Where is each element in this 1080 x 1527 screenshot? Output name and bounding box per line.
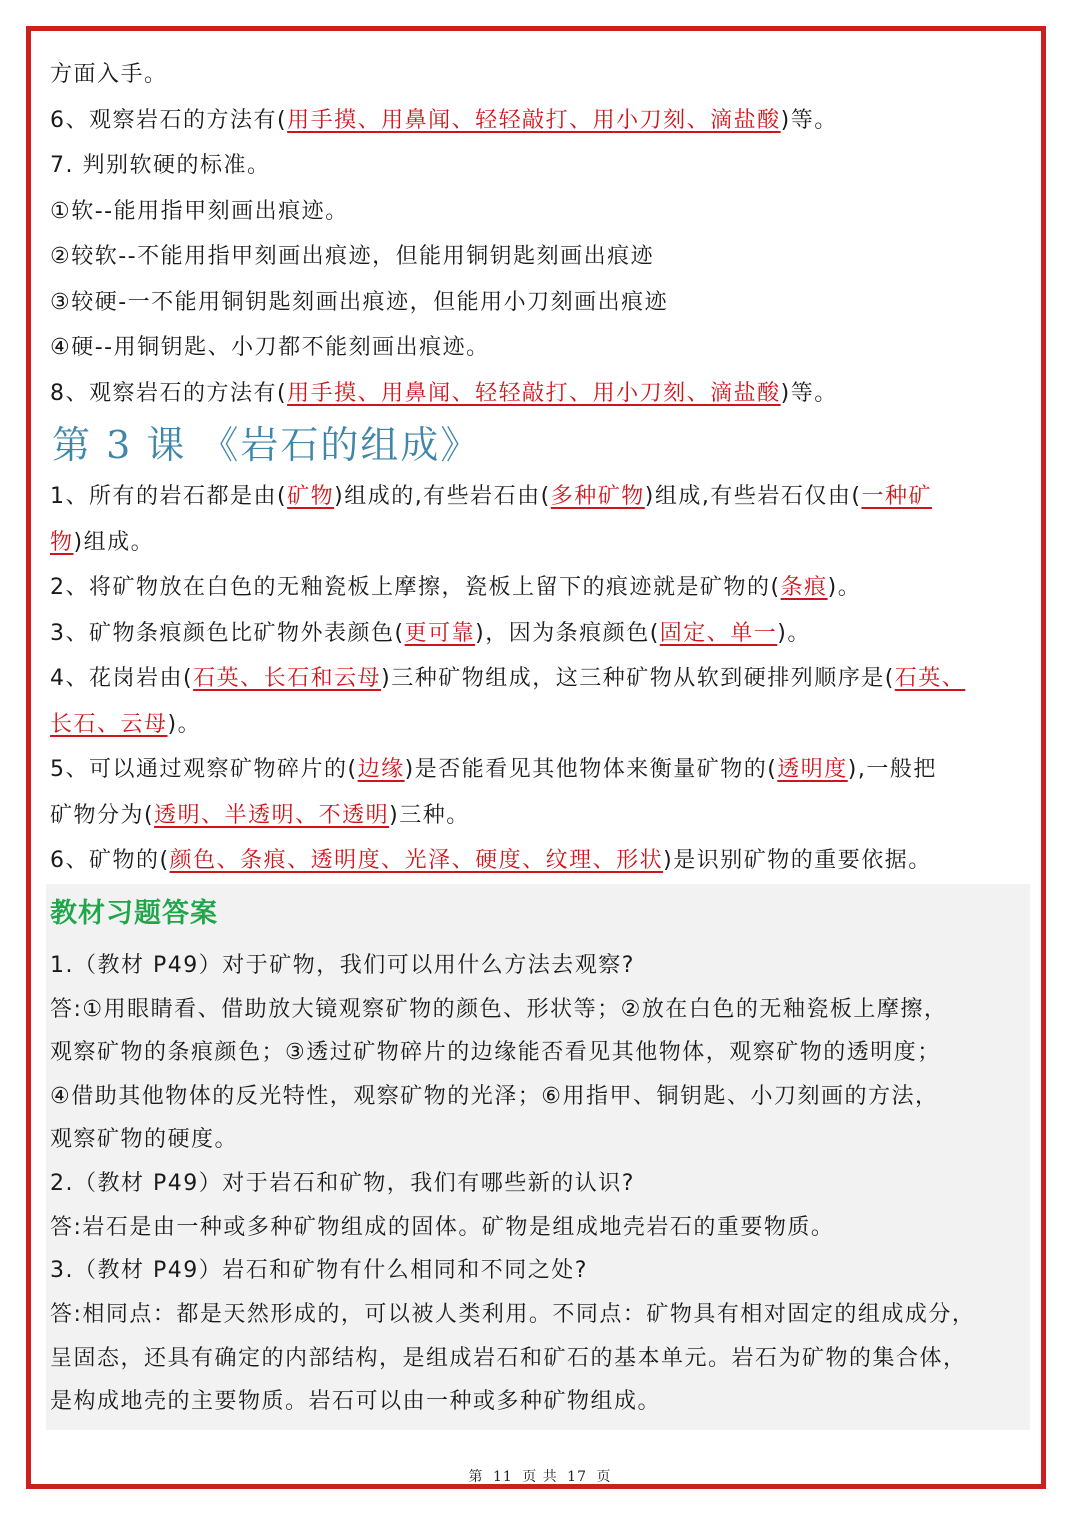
answer-blank: 石英、长石和云母 <box>193 666 382 691</box>
exercise-question-1: 1.（教材 P49）对于矿物，我们可以用什么方法去观察? <box>50 952 635 978</box>
exercise-answer-2-line: 答:岩石是由一种或多种矿物组成的固体。矿物是组成地壳岩石的重要物质。 <box>50 1214 835 1240</box>
lesson-title: 第 3 课 《岩石的组成》 <box>52 423 481 467</box>
answer-blank: 颜色、条痕、透明度、光泽、硬度、纹理、形状 <box>169 848 664 873</box>
exercise-answers-box <box>46 884 1030 1430</box>
exercise-section-title: 教材习题答案 <box>50 897 218 929</box>
exercise-answer-3-line: 呈固态，还具有确定的内部结构，是组成岩石和矿石的基本单元。岩石为矿物的集合体， <box>50 1345 967 1371</box>
answer-blank: 条痕 <box>780 575 828 600</box>
hardness-hard: ④硬--用铜钥匙、小刀都不能刻画出痕迹。 <box>50 335 490 360</box>
exercise-answer-1-line: 观察矿物的硬度。 <box>50 1127 239 1152</box>
answer-blank: 矿物 <box>287 484 335 509</box>
lesson-item-1: 1、所有的岩石都是由(矿物)组成的,有些岩石由(多种矿物)组成,有些岩石仅由(一种矿 <box>50 484 932 509</box>
answer-blank: 用手摸、用鼻闻、轻轻敲打、用小刀刻、滴盐酸 <box>287 380 781 406</box>
hardness-fairly-hard: ③较硬-一不能用铜钥匙刻画出痕迹，但能用小刀刻画出痕迹 <box>50 289 669 315</box>
answer-blank: 更可靠 <box>404 620 476 646</box>
answer-blank: 长石、云母 <box>50 711 168 737</box>
intro-line: 方面入手。 <box>50 62 168 87</box>
exercise-answer-3-line: 是构成地壳的主要物质。岩石可以由一种或多种矿物组成。 <box>50 1389 662 1414</box>
answer-blank: 透明、半透明、不透明 <box>154 802 390 828</box>
lesson-item-3: 3、矿物条痕颜色比矿物外表颜色(更可靠)，因为条痕颜色(固定、单一)。 <box>50 620 811 646</box>
item-6-observe-methods: 6、观察岩石的方法有(用手摸、用鼻闻、轻轻敲打、用小刀刻、滴盐酸)等。 <box>50 107 838 133</box>
lesson-item-2: 2、将矿物放在白色的无釉瓷板上摩擦，瓷板上留下的痕迹就是矿物的(条痕)。 <box>50 575 862 600</box>
current-page-number: 11 <box>492 1469 513 1485</box>
answer-blank: 固定、单一 <box>659 620 778 646</box>
page-number-footer: 第 11 页 共 17 页 <box>468 1469 612 1485</box>
answer-blank: 多种矿物 <box>550 484 645 509</box>
answer-blank: 石英、 <box>894 666 966 691</box>
exercise-answer-1-line: 答:①用眼睛看、借助放大镜观察矿物的颜色、形状等；②放在白色的无釉瓷板上摩擦， <box>50 996 948 1022</box>
total-page-count: 17 <box>567 1469 587 1485</box>
lesson-item-5-cont: 矿物分为(透明、半透明、不透明)三种。 <box>50 802 470 828</box>
lesson-item-6: 6、矿物的(颜色、条痕、透明度、光泽、硬度、纹理、形状)是识别矿物的重要依据。 <box>50 848 932 873</box>
page-content <box>50 52 1035 1430</box>
answer-blank: 物 <box>50 529 74 555</box>
exercise-answer-1-line: ④借助其他物体的反光特性，观察矿物的光泽；⑥用指甲、铜钥匙、小刀刻画的方法， <box>50 1083 939 1109</box>
item-7-hardness-standard: 7. 判别软硬的标准。 <box>50 153 271 178</box>
lesson-item-1-cont: 物)组成。 <box>50 529 155 555</box>
exercise-question-3: 3.（教材 P49）岩石和矿物有什么相同和不同之处? <box>50 1258 588 1283</box>
item-8-observe-methods: 8、观察岩石的方法有(用手摸、用鼻闻、轻轻敲打、用小刀刻、滴盐酸)等。 <box>50 380 838 406</box>
answer-blank: 边缘 <box>357 757 405 782</box>
lesson-item-4: 4、花岗岩由(石英、长石和云母)三种矿物组成，这三种矿物从软到硬排列顺序是(石英、 <box>50 666 966 691</box>
exercise-question-2: 2.（教材 P49）对于岩石和矿物，我们有哪些新的认识? <box>50 1170 635 1196</box>
answer-blank: 透明度 <box>777 757 848 782</box>
hardness-soft: ①软--能用指甲刻画出痕迹。 <box>50 198 349 224</box>
hardness-fairly-soft: ②较软--不能用指甲刻画出痕迹，但能用铜钥匙刻画出痕迹 <box>50 244 655 269</box>
answer-blank: 一种矿 <box>861 484 932 509</box>
exercise-answer-3-line: 答:相同点：都是天然形成的，可以被人类利用。不同点：矿物具有相对固定的组成成分， <box>50 1302 976 1327</box>
answer-blank: 用手摸、用鼻闻、轻轻敲打、用小刀刻、滴盐酸 <box>287 107 781 133</box>
exercise-answer-1-line: 观察矿物的条痕颜色；③透过矿物碎片的边缘能否看见其他物体，观察矿物的透明度； <box>50 1040 941 1065</box>
lesson-item-5: 5、可以通过观察矿物碎片的(边缘)是否能看见其他物体来衡量矿物的(透明度),一般把 <box>50 757 937 782</box>
lesson-item-4-cont: 长石、云母)。 <box>50 711 202 737</box>
